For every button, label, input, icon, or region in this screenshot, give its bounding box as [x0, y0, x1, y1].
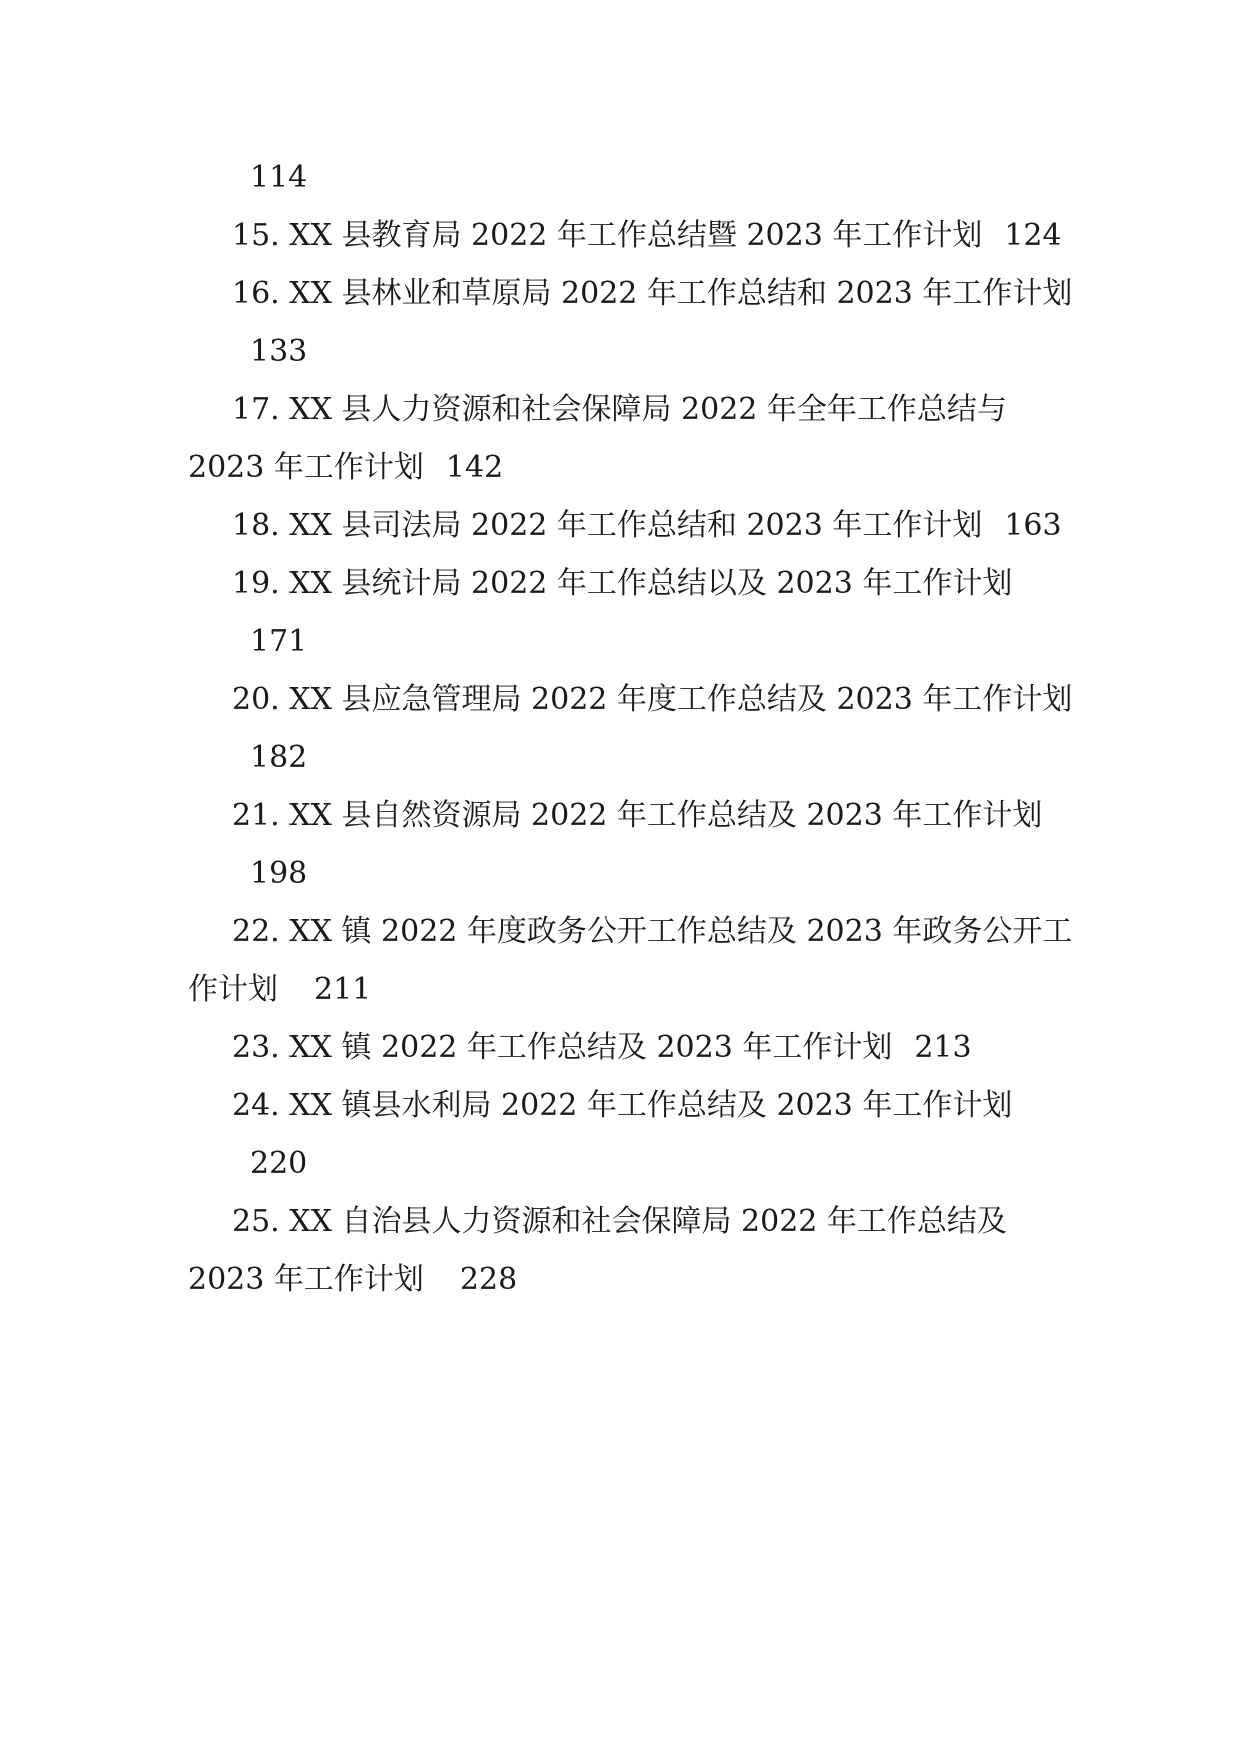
toc-entry-page: 142: [445, 450, 504, 485]
toc-entry-title: 17. XX 县人力资源和社会保障局 2022 年全年工作总结与: [232, 392, 1007, 427]
toc-entry-page: 213: [914, 1030, 972, 1065]
toc-page-number: 198: [250, 856, 308, 891]
toc-page-number: 220: [250, 1146, 308, 1181]
toc-entry-page: 228: [459, 1262, 518, 1297]
toc-entry-page: 163: [1004, 508, 1062, 543]
toc-entry-17-continued[interactable]: [188, 448, 1058, 488]
toc-entry-18[interactable]: [232, 506, 1102, 546]
toc-entry-page: 211: [314, 972, 372, 1007]
toc-entry-16[interactable]: [232, 274, 1102, 314]
toc-entry-title: 15. XX 县教育局 2022 年工作总结暨 2023 年工作计划: [232, 218, 983, 253]
toc-entry-20[interactable]: [232, 680, 1102, 720]
toc-entry-title: 2023 年工作计划: [188, 450, 424, 485]
toc-entry-17[interactable]: [232, 390, 1102, 430]
toc-entry-title: 19. XX 县统计局 2022 年工作总结以及 2023 年工作计划: [232, 566, 1013, 601]
toc-page-number: 171: [250, 624, 308, 659]
toc-entry-title: 16. XX 县林业和草原局 2022 年工作总结和 2023 年工作计划: [232, 276, 1073, 311]
toc-entry-25-continued[interactable]: [188, 1260, 1058, 1300]
toc-entry-title: 21. XX 县自然资源局 2022 年工作总结及 2023 年工作计划: [232, 798, 1043, 833]
toc-page-number: 133: [250, 334, 308, 369]
toc-entry-22-continued[interactable]: [188, 970, 1058, 1010]
toc-entry-title: 作计划: [188, 972, 278, 1007]
toc-entry-21[interactable]: [232, 796, 1102, 836]
toc-entry-title: 25. XX 自治县人力资源和社会保障局 2022 年工作总结及: [232, 1204, 1007, 1239]
toc-entry-title: 18. XX 县司法局 2022 年工作总结和 2023 年工作计划: [232, 508, 983, 543]
toc-entry-title: 24. XX 镇县水利局 2022 年工作总结及 2023 年工作计划: [232, 1088, 1013, 1123]
toc-entry-title: 20. XX 县应急管理局 2022 年度工作总结及 2023 年工作计划: [232, 682, 1073, 717]
toc-entry-title: 2023 年工作计划: [188, 1262, 424, 1297]
toc-entry-15[interactable]: [232, 216, 1102, 256]
toc-entry-24[interactable]: [232, 1086, 1102, 1126]
toc-entry-19[interactable]: [232, 564, 1102, 604]
toc-page-number: 182: [250, 740, 308, 775]
toc-entry-22[interactable]: [232, 912, 1102, 952]
toc-entry-page: 124: [1004, 218, 1062, 253]
toc-page-number: 114: [250, 160, 308, 195]
toc-entry-title: 22. XX 镇 2022 年度政务公开工作总结及 2023 年政务公开工: [232, 914, 1073, 949]
toc-entry-23[interactable]: [232, 1028, 1102, 1068]
toc-entry-25[interactable]: [232, 1202, 1102, 1242]
toc-entry-title: 23. XX 镇 2022 年工作总结及 2023 年工作计划: [232, 1030, 893, 1065]
